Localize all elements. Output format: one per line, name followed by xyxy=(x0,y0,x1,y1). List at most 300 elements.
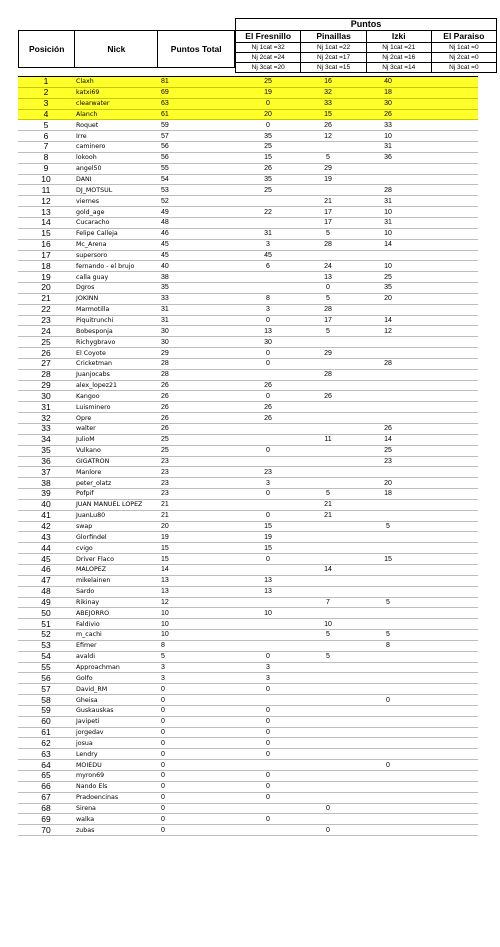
paraiso-cell xyxy=(418,564,478,575)
pinaillas-cell xyxy=(298,142,358,153)
fresnillo-cell xyxy=(238,283,298,294)
table-row xyxy=(18,98,478,109)
fresnillo-cell: 0 xyxy=(238,554,298,565)
puntos-header-table xyxy=(235,18,497,73)
nick-header: Nick xyxy=(75,31,158,68)
position-cell: 44 xyxy=(18,543,74,554)
table-row xyxy=(18,217,478,228)
nick-cell: swap xyxy=(74,521,160,532)
nick-cell: Cricketman xyxy=(74,358,160,369)
position-cell: 4 xyxy=(18,109,74,120)
nick-cell: supersoro xyxy=(74,250,160,261)
izki-cell: 18 xyxy=(358,87,418,98)
fresnillo-cell: 35 xyxy=(238,131,298,142)
fresnillo-cell: 25 xyxy=(238,185,298,196)
position-cell: 21 xyxy=(18,293,74,304)
izki-cell xyxy=(358,619,418,630)
pinaillas-cell: 5 xyxy=(298,489,358,500)
fresnillo-cell: 26 xyxy=(238,413,298,424)
nick-cell: Opre xyxy=(74,413,160,424)
pinaillas-cell: 29 xyxy=(298,348,358,359)
table-row xyxy=(18,358,478,369)
position-cell: 49 xyxy=(18,597,74,608)
position-cell: 31 xyxy=(18,402,74,413)
fresnillo-cell: 20 xyxy=(238,109,298,120)
izki-cell: 26 xyxy=(358,424,418,435)
total-cell: 0 xyxy=(160,814,238,825)
table-row xyxy=(18,283,478,294)
fresnillo-cell: 0 xyxy=(238,120,298,131)
nick-cell: Lendry xyxy=(74,749,160,760)
pinaillas-cell: 26 xyxy=(298,391,358,402)
table-row xyxy=(18,77,478,88)
paraiso-cell xyxy=(418,163,478,174)
fresnillo-cell: 0 xyxy=(238,792,298,803)
total-cell: 13 xyxy=(160,575,238,586)
fresnillo-cell: 0 xyxy=(238,727,298,738)
pinaillas-cell: 28 xyxy=(298,304,358,315)
fresnillo-cell: 3 xyxy=(238,239,298,250)
table-row xyxy=(18,738,478,749)
izki-cell xyxy=(358,771,418,782)
izki-cell xyxy=(358,163,418,174)
total-cell: 0 xyxy=(160,825,238,836)
pinaillas-cell: 17 xyxy=(298,217,358,228)
nick-cell: David_RM xyxy=(74,684,160,695)
nick-cell: peter_olatz xyxy=(74,478,160,489)
fresnillo-cell: 0 xyxy=(238,749,298,760)
total-cell: 15 xyxy=(160,543,238,554)
pinaillas-cell xyxy=(298,684,358,695)
fresnillo-cell xyxy=(238,630,298,641)
nick-cell: JOKINN xyxy=(74,293,160,304)
table-row xyxy=(18,228,478,239)
table-row xyxy=(18,142,478,153)
nick-cell: Cucaracho xyxy=(74,217,160,228)
position-cell: 65 xyxy=(18,771,74,782)
position-cell: 43 xyxy=(18,532,74,543)
table-row xyxy=(18,185,478,196)
table-row xyxy=(18,543,478,554)
izki-cell: 40 xyxy=(358,77,418,88)
total-cell: 26 xyxy=(160,402,238,413)
nick-cell: GIGATRON xyxy=(74,456,160,467)
pinaillas-cell: 33 xyxy=(298,98,358,109)
fresnillo-cell xyxy=(238,272,298,283)
total-cell: 19 xyxy=(160,532,238,543)
position-cell: 14 xyxy=(18,217,74,228)
table-row xyxy=(18,673,478,684)
fresnillo-cell xyxy=(238,619,298,630)
pinaillas-cell xyxy=(298,814,358,825)
fresnillo-cell: 0 xyxy=(238,716,298,727)
izki-cell xyxy=(358,673,418,684)
total-cell: 0 xyxy=(160,684,238,695)
izki-cell: 36 xyxy=(358,152,418,163)
paraiso-cell xyxy=(418,825,478,836)
total-cell: 48 xyxy=(160,217,238,228)
total-cell: 55 xyxy=(160,163,238,174)
fresnillo-cell xyxy=(238,760,298,771)
total-cell: 69 xyxy=(160,87,238,98)
position-cell: 37 xyxy=(18,467,74,478)
pinaillas-cell: 5 xyxy=(298,152,358,163)
position-cell: 46 xyxy=(18,564,74,575)
nick-cell: Piquitrunchi xyxy=(74,315,160,326)
total-cell: 23 xyxy=(160,489,238,500)
total-cell: 0 xyxy=(160,727,238,738)
ranking-table xyxy=(18,76,478,836)
pinaillas-cell: 21 xyxy=(298,499,358,510)
fresnillo-cell: 22 xyxy=(238,207,298,218)
position-cell: 32 xyxy=(18,413,74,424)
nj-label: Nj 2cat =24 xyxy=(236,53,301,63)
total-cell: 45 xyxy=(160,239,238,250)
puntos-title: Puntos xyxy=(236,19,497,31)
table-row xyxy=(18,597,478,608)
fresnillo-cell: 0 xyxy=(238,391,298,402)
izki-cell xyxy=(358,586,418,597)
paraiso-cell xyxy=(418,792,478,803)
nick-cell: Driver Flaco xyxy=(74,554,160,565)
location-header: Pinaillas xyxy=(301,31,366,43)
table-row xyxy=(18,803,478,814)
nick-cell: El Coyote xyxy=(74,348,160,359)
paraiso-cell xyxy=(418,814,478,825)
pinaillas-cell: 11 xyxy=(298,434,358,445)
izki-cell xyxy=(358,391,418,402)
nick-cell: Dgros xyxy=(74,283,160,294)
total-cell: 54 xyxy=(160,174,238,185)
table-row xyxy=(18,705,478,716)
table-row xyxy=(18,445,478,456)
nick-cell: avaldi xyxy=(74,651,160,662)
nick-cell: Rikinay xyxy=(74,597,160,608)
fresnillo-cell: 0 xyxy=(238,315,298,326)
position-cell: 25 xyxy=(18,337,74,348)
pinaillas-cell: 5 xyxy=(298,651,358,662)
izki-cell: 25 xyxy=(358,272,418,283)
table-row xyxy=(18,348,478,359)
total-cell: 56 xyxy=(160,152,238,163)
paraiso-cell xyxy=(418,771,478,782)
fresnillo-cell xyxy=(238,217,298,228)
total-cell: 53 xyxy=(160,185,238,196)
nick-cell: DJ_MOTSUL xyxy=(74,185,160,196)
nj-label: Nj 3cat =0 xyxy=(431,63,496,73)
izki-cell: 26 xyxy=(358,109,418,120)
pinaillas-cell xyxy=(298,402,358,413)
nick-cell: calla guay xyxy=(74,272,160,283)
total-cell: 25 xyxy=(160,434,238,445)
position-cell: 33 xyxy=(18,424,74,435)
total-cell: 0 xyxy=(160,738,238,749)
paraiso-cell xyxy=(418,716,478,727)
total-cell: 13 xyxy=(160,586,238,597)
pinaillas-cell xyxy=(298,467,358,478)
paraiso-cell xyxy=(418,196,478,207)
paraiso-cell xyxy=(418,673,478,684)
nick-cell: Golfo xyxy=(74,673,160,684)
pinaillas-cell xyxy=(298,608,358,619)
izki-cell: 14 xyxy=(358,434,418,445)
izki-cell: 18 xyxy=(358,489,418,500)
fresnillo-cell: 25 xyxy=(238,77,298,88)
total-cell: 10 xyxy=(160,608,238,619)
fresnillo-cell: 15 xyxy=(238,543,298,554)
paraiso-cell xyxy=(418,467,478,478)
izki-cell: 5 xyxy=(358,630,418,641)
position-cell: 11 xyxy=(18,185,74,196)
total-cell: 30 xyxy=(160,337,238,348)
table-row xyxy=(18,207,478,218)
izki-cell xyxy=(358,608,418,619)
total-cell: 63 xyxy=(160,98,238,109)
pinaillas-cell: 0 xyxy=(298,825,358,836)
pinaillas-cell: 24 xyxy=(298,261,358,272)
izki-cell: 31 xyxy=(358,196,418,207)
paraiso-cell xyxy=(418,272,478,283)
position-cell: 13 xyxy=(18,207,74,218)
total-cell: 14 xyxy=(160,564,238,575)
izki-cell: 5 xyxy=(358,597,418,608)
fresnillo-cell: 31 xyxy=(238,228,298,239)
table-row xyxy=(18,760,478,771)
table-row xyxy=(18,695,478,706)
position-cell: 54 xyxy=(18,651,74,662)
table-row xyxy=(18,651,478,662)
total-cell: 25 xyxy=(160,445,238,456)
paraiso-cell xyxy=(418,87,478,98)
nick-cell: Glorfindel xyxy=(74,532,160,543)
izki-cell xyxy=(358,543,418,554)
pinaillas-cell: 13 xyxy=(298,272,358,283)
table-row xyxy=(18,510,478,521)
table-row xyxy=(18,608,478,619)
paraiso-cell xyxy=(418,239,478,250)
fresnillo-cell xyxy=(238,434,298,445)
pinaillas-cell xyxy=(298,521,358,532)
nj-label: Nj 3cat =15 xyxy=(301,63,366,73)
pinaillas-cell xyxy=(298,792,358,803)
total-cell: 0 xyxy=(160,803,238,814)
nick-cell: Irre xyxy=(74,131,160,142)
fresnillo-cell: 0 xyxy=(238,651,298,662)
table-row xyxy=(18,792,478,803)
total-cell: 23 xyxy=(160,456,238,467)
position-cell: 47 xyxy=(18,575,74,586)
fresnillo-cell: 13 xyxy=(238,326,298,337)
nick-cell: Faldivio xyxy=(74,619,160,630)
paraiso-cell xyxy=(418,630,478,641)
nick-cell: Nando Els xyxy=(74,781,160,792)
position-cell: 5 xyxy=(18,120,74,131)
fresnillo-cell: 0 xyxy=(238,781,298,792)
table-row xyxy=(18,825,478,836)
paraiso-cell xyxy=(418,217,478,228)
total-cell: 21 xyxy=(160,510,238,521)
izki-cell xyxy=(358,651,418,662)
nick-cell: DANI xyxy=(74,174,160,185)
nick-cell: myron69 xyxy=(74,771,160,782)
table-row xyxy=(18,771,478,782)
pinaillas-cell: 28 xyxy=(298,239,358,250)
pinaillas-cell: 7 xyxy=(298,597,358,608)
total-cell: 33 xyxy=(160,293,238,304)
table-row xyxy=(18,174,478,185)
paraiso-cell xyxy=(418,109,478,120)
izki-cell: 25 xyxy=(358,445,418,456)
nick-cell: JulioM xyxy=(74,434,160,445)
paraiso-cell xyxy=(418,640,478,651)
position-cell: 36 xyxy=(18,456,74,467)
position-cell: 41 xyxy=(18,510,74,521)
paraiso-cell xyxy=(418,358,478,369)
fresnillo-cell: 19 xyxy=(238,87,298,98)
total-cell: 56 xyxy=(160,142,238,153)
position-cell: 63 xyxy=(18,749,74,760)
izki-cell xyxy=(358,499,418,510)
pinaillas-cell: 19 xyxy=(298,174,358,185)
paraiso-cell xyxy=(418,619,478,630)
pinaillas-cell xyxy=(298,532,358,543)
total-cell: 3 xyxy=(160,673,238,684)
position-cell: 56 xyxy=(18,673,74,684)
pinaillas-cell: 16 xyxy=(298,77,358,88)
position-cell: 26 xyxy=(18,348,74,359)
pinaillas-cell: 21 xyxy=(298,510,358,521)
pinaillas-cell: 0 xyxy=(298,283,358,294)
position-cell: 15 xyxy=(18,228,74,239)
nick-cell: ABEJORRO xyxy=(74,608,160,619)
paraiso-cell xyxy=(418,77,478,88)
paraiso-cell xyxy=(418,380,478,391)
pinaillas-cell xyxy=(298,781,358,792)
table-row xyxy=(18,369,478,380)
paraiso-cell xyxy=(418,424,478,435)
table-row xyxy=(18,261,478,272)
fresnillo-cell xyxy=(238,803,298,814)
izki-cell: 15 xyxy=(358,554,418,565)
paraiso-cell xyxy=(418,369,478,380)
pinaillas-cell: 12 xyxy=(298,131,358,142)
table-row xyxy=(18,272,478,283)
table-row xyxy=(18,716,478,727)
paraiso-cell xyxy=(418,283,478,294)
pinaillas-cell: 29 xyxy=(298,163,358,174)
pinaillas-cell xyxy=(298,185,358,196)
paraiso-cell xyxy=(418,651,478,662)
nick-cell: Claxh xyxy=(74,77,160,88)
paraiso-cell xyxy=(418,142,478,153)
table-row xyxy=(18,152,478,163)
table-row xyxy=(18,814,478,825)
nj-label: Nj 2cat =17 xyxy=(301,53,366,63)
nj-label: Nj 1cat =32 xyxy=(236,43,301,53)
nick-cell: Mc_Arena xyxy=(74,239,160,250)
paraiso-cell xyxy=(418,499,478,510)
izki-cell xyxy=(358,532,418,543)
table-row xyxy=(18,293,478,304)
position-cell: 39 xyxy=(18,489,74,500)
nick-cell: clearwater xyxy=(74,98,160,109)
izki-cell: 8 xyxy=(358,640,418,651)
paraiso-cell xyxy=(418,261,478,272)
nick-cell: Manlore xyxy=(74,467,160,478)
paraiso-cell xyxy=(418,326,478,337)
total-cell: 12 xyxy=(160,597,238,608)
pinaillas-cell xyxy=(298,586,358,597)
total-cell: 23 xyxy=(160,478,238,489)
table-row xyxy=(18,131,478,142)
izki-cell: 10 xyxy=(358,131,418,142)
total-cell: 26 xyxy=(160,424,238,435)
pinaillas-cell xyxy=(298,543,358,554)
pinaillas-cell: 10 xyxy=(298,619,358,630)
table-row xyxy=(18,630,478,641)
position-cell: 17 xyxy=(18,250,74,261)
total-cell: 0 xyxy=(160,792,238,803)
position-cell: 28 xyxy=(18,369,74,380)
izki-cell: 10 xyxy=(358,261,418,272)
fresnillo-cell: 3 xyxy=(238,478,298,489)
fresnillo-cell: 0 xyxy=(238,738,298,749)
izki-cell xyxy=(358,781,418,792)
nick-cell: cvigo xyxy=(74,543,160,554)
pinaillas-cell: 5 xyxy=(298,228,358,239)
izki-cell xyxy=(358,467,418,478)
fresnillo-cell: 0 xyxy=(238,705,298,716)
position-cell: 1 xyxy=(18,77,74,88)
total-cell: 23 xyxy=(160,467,238,478)
nick-cell: Vulkano xyxy=(74,445,160,456)
table-row xyxy=(18,250,478,261)
pinaillas-cell xyxy=(298,738,358,749)
paraiso-cell xyxy=(418,738,478,749)
nick-cell: JuanLu80 xyxy=(74,510,160,521)
nick-cell: Approachman xyxy=(74,662,160,673)
position-cell: 35 xyxy=(18,445,74,456)
paraiso-cell xyxy=(418,803,478,814)
pinaillas-cell xyxy=(298,716,358,727)
nick-cell: MOIEDU xyxy=(74,760,160,771)
nj-label: Nj 2cat =0 xyxy=(431,53,496,63)
nick-cell: Alanch xyxy=(74,109,160,120)
total-cell: 35 xyxy=(160,283,238,294)
paraiso-cell xyxy=(418,174,478,185)
paraiso-cell xyxy=(418,662,478,673)
posicion-header: Posición xyxy=(19,31,75,68)
total-cell: 10 xyxy=(160,619,238,630)
position-cell: 27 xyxy=(18,358,74,369)
pinaillas-cell xyxy=(298,640,358,651)
total-cell: 57 xyxy=(160,131,238,142)
izki-cell xyxy=(358,814,418,825)
table-row xyxy=(18,727,478,738)
fresnillo-cell: 26 xyxy=(238,402,298,413)
paraiso-cell xyxy=(418,684,478,695)
pinaillas-cell xyxy=(298,424,358,435)
table-row xyxy=(18,575,478,586)
nick-cell: angel50 xyxy=(74,163,160,174)
fresnillo-cell xyxy=(238,597,298,608)
paraiso-cell xyxy=(418,413,478,424)
izki-cell: 20 xyxy=(358,478,418,489)
paraiso-cell xyxy=(418,586,478,597)
izki-cell xyxy=(358,803,418,814)
position-cell: 40 xyxy=(18,499,74,510)
izki-cell xyxy=(358,174,418,185)
